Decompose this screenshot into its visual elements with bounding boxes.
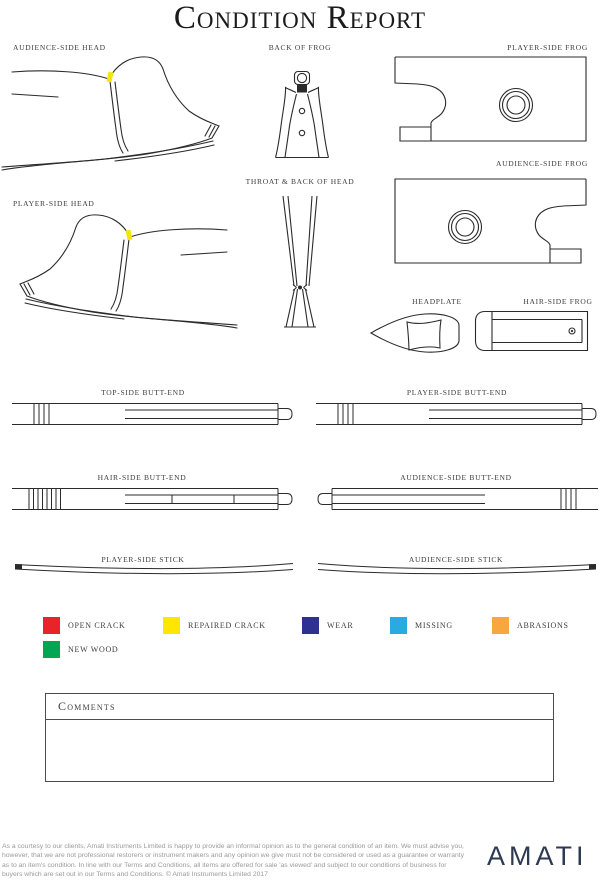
legend-swatch-abrasions xyxy=(492,617,509,634)
player-side-butt-end-diagram xyxy=(316,399,598,429)
player-side-butt-end-label: PLAYER-SIDE BUTT-END xyxy=(406,388,508,397)
headplate-label: HEADPLATE xyxy=(412,297,462,306)
back-of-frog-label: BACK OF FROG xyxy=(268,43,332,52)
throat-back-of-head-label: THROAT & BACK OF HEAD xyxy=(245,177,355,186)
amati-logo: AMATI xyxy=(487,841,588,871)
player-side-head-diagram xyxy=(14,211,239,338)
legend-label-new-wood: NEW WOOD xyxy=(68,645,119,654)
legend-label-repaired-crack: REPAIRED CRACK xyxy=(188,621,266,630)
player-side-head-label: PLAYER-SIDE HEAD xyxy=(13,199,95,208)
top-side-butt-end-diagram xyxy=(12,399,294,429)
legend-swatch-open-crack xyxy=(43,617,60,634)
legend-label-abrasions: ABRASIONS xyxy=(517,621,569,630)
player-side-stick-label: PLAYER-SIDE STICK xyxy=(101,555,185,564)
legend-swatch-wear xyxy=(302,617,319,634)
comments-box xyxy=(45,693,554,782)
player-side-frog-diagram xyxy=(393,55,588,143)
hair-side-frog-diagram xyxy=(475,311,588,351)
headplate-diagram xyxy=(370,310,462,356)
throat-back-of-head-diagram xyxy=(275,196,325,337)
legend-item-new-wood xyxy=(43,641,118,658)
legend-swatch-new-wood xyxy=(43,641,60,658)
legend-item-open-crack xyxy=(43,617,125,634)
comments-label: Comments xyxy=(46,694,553,720)
back-of-frog-diagram xyxy=(270,70,334,162)
legend-item-repaired-crack xyxy=(163,617,266,634)
legend-label-wear: WEAR xyxy=(327,621,354,630)
audience-side-frog-label: AUDIENCE-SIDE FROG xyxy=(496,159,588,168)
player-side-frog-label: PLAYER-SIDE FROG xyxy=(507,43,588,52)
audience-side-head-diagram xyxy=(0,53,225,180)
legend-item-missing xyxy=(390,617,453,634)
legend-swatch-repaired-crack xyxy=(163,617,180,634)
audience-side-stick-diagram xyxy=(316,560,599,578)
hair-side-frog-label: HAIR-SIDE FROG xyxy=(523,297,593,306)
audience-side-head-label: AUDIENCE-SIDE HEAD xyxy=(13,43,106,52)
legend-swatch-missing xyxy=(390,617,407,634)
hair-side-butt-end-diagram xyxy=(12,484,294,514)
player-side-stick-diagram xyxy=(12,560,295,578)
comments-input[interactable] xyxy=(46,720,553,782)
legend-item-abrasions xyxy=(492,617,569,634)
audience-side-frog-diagram xyxy=(393,177,588,265)
audience-side-butt-end-diagram xyxy=(316,484,598,514)
audience-side-butt-end-label: AUDIENCE-SIDE BUTT-END xyxy=(400,473,512,482)
top-side-butt-end-label: TOP-SIDE BUTT-END xyxy=(101,388,185,397)
page-title: Condition Report xyxy=(173,0,427,36)
audience-side-stick-label: AUDIENCE-SIDE STICK xyxy=(408,555,504,564)
disclaimer-text: As a courtesy to our clients, Amati Instruments Limited is happy to provide an informal opinion as to the general condition of an item. We must advise you, however, that we are not professional restorers or instrument makers and any opinion we give must not be considered or used as a guarantee or warranty as to an item's condition. In line with our Terms and Conditions, all items are offered for sale 'as viewed' and subject to our conditions of business for buyers which are set out in our Terms and Conditions. © Amati Instruments Limited 2017 xyxy=(2,843,465,878)
legend-label-missing: MISSING xyxy=(415,621,453,630)
legend-label-open-crack: OPEN CRACK xyxy=(68,621,126,630)
hair-side-butt-end-label: HAIR-SIDE BUTT-END xyxy=(97,473,187,482)
legend-item-wear xyxy=(302,617,353,634)
